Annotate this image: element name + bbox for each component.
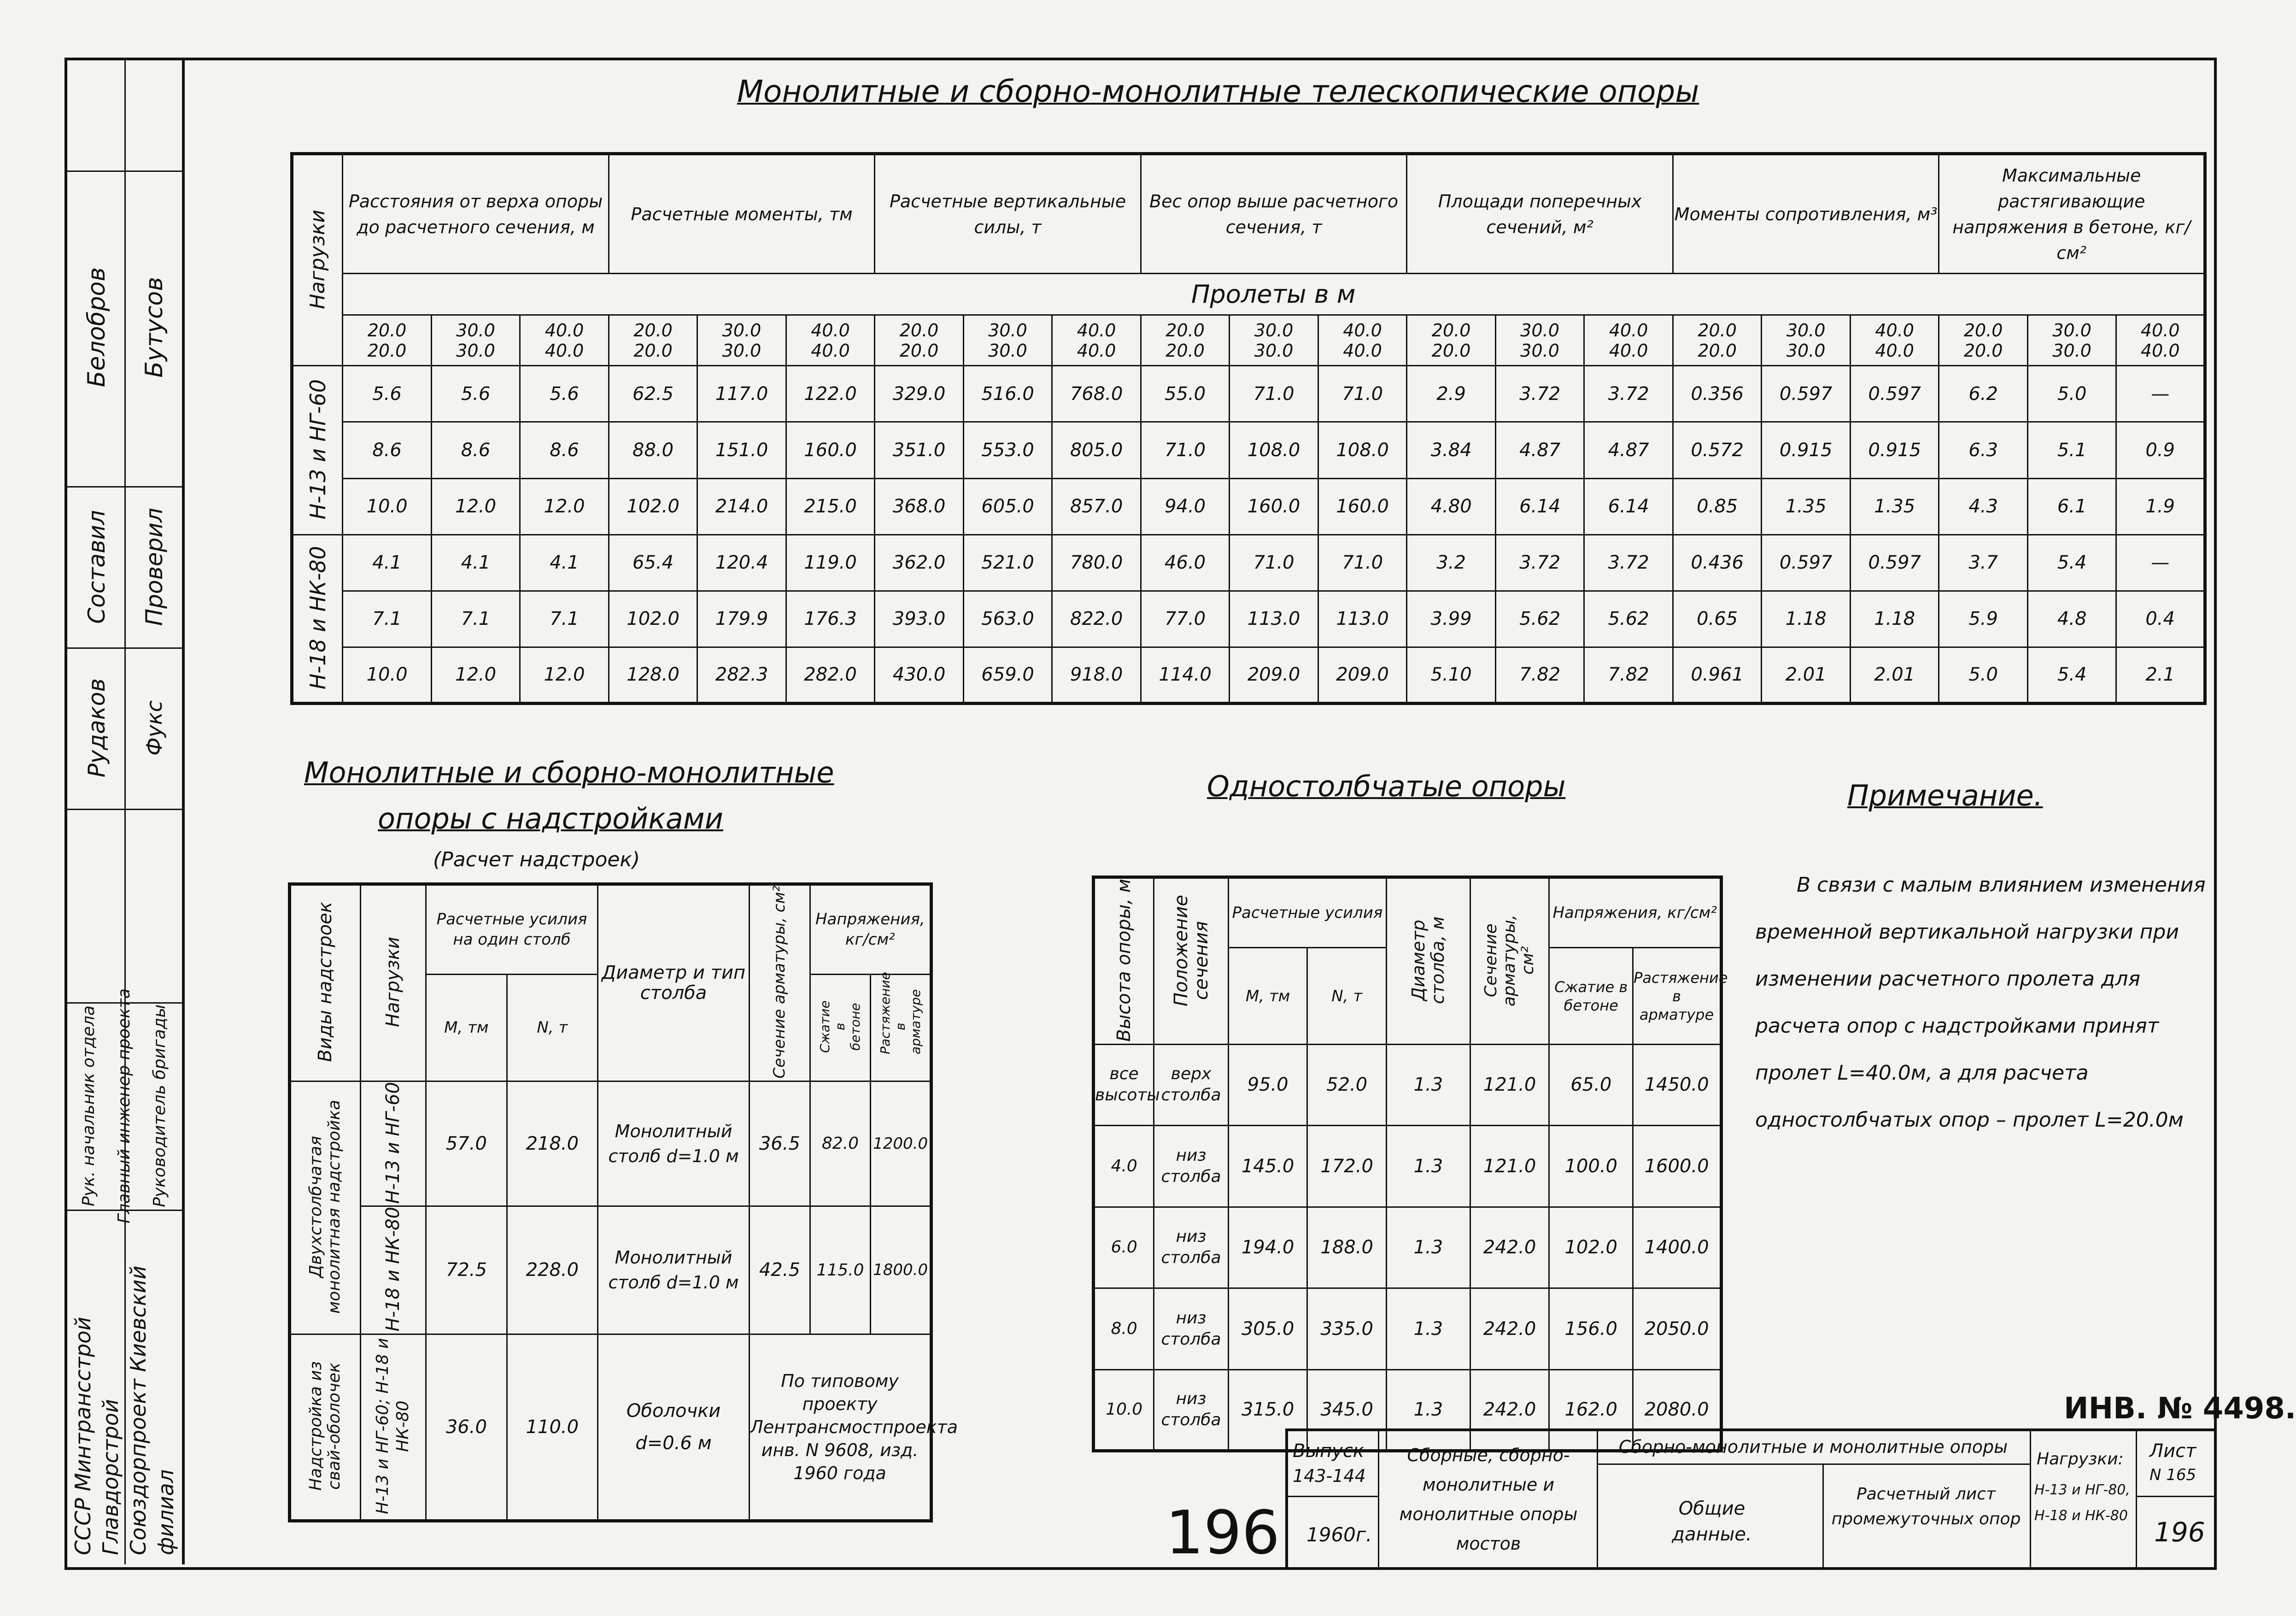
load-label: Н-18 и НК-80 <box>382 1207 404 1332</box>
table-cell: 521.0 <box>963 535 1052 591</box>
table-cell: 128.0 <box>609 647 697 703</box>
table-cell: 10.0 <box>343 647 432 703</box>
table-cell: 0.356 <box>1673 366 1762 422</box>
compress-value: 115.0 <box>810 1206 871 1334</box>
stamp-loads: Н-13 и НГ-80, Н-18 и НК-80 <box>2034 1482 2130 1524</box>
table-cell: 6.14 <box>1584 478 1673 535</box>
table-row <box>1094 1288 1722 1369</box>
tension-value: 1200.0 <box>871 1081 931 1206</box>
table-row <box>290 1206 931 1334</box>
n-value: 110.0 <box>507 1334 597 1521</box>
stress-header: Напряжения, кг/см² <box>1549 877 1722 948</box>
table-cell: 62.5 <box>609 366 697 422</box>
compress-value: 156.0 <box>1549 1288 1633 1369</box>
tension-value: 1400.0 <box>1633 1207 1722 1288</box>
table-cell: 7.1 <box>520 591 609 647</box>
table-cell: 71.0 <box>1141 422 1230 478</box>
M-header: М, тм <box>1228 948 1307 1044</box>
type-label: Двухстолбчатая монолитная надстройка <box>306 1099 344 1314</box>
table-cell: — <box>2116 535 2205 591</box>
tension-value: 1450.0 <box>1633 1044 1722 1125</box>
table-cell: 0.915 <box>1762 422 1851 478</box>
table-row <box>1094 1207 1722 1288</box>
table-cell: 553.0 <box>963 422 1052 478</box>
sheet-number: N 165 <box>2150 1466 2196 1484</box>
modulus-header: Моменты сопротивления, м³ <box>1673 154 1939 274</box>
table-cell: 6.1 <box>2027 478 2116 535</box>
table-cell: 55.0 <box>1141 366 1230 422</box>
issue-number: 143-144 <box>1293 1466 1366 1486</box>
table-cell: 8.6 <box>431 422 520 478</box>
span-label: 40.0 40.0 <box>2116 315 2205 366</box>
loads-header: Нагрузки <box>382 937 404 1028</box>
N-header: N, т <box>1307 948 1387 1044</box>
table-cell: 368.0 <box>875 478 964 535</box>
section-value: 242.0 <box>1470 1369 1549 1451</box>
table-cell: 393.0 <box>875 591 964 647</box>
load-label: Н-13 и НГ-60 <box>305 379 330 520</box>
person-name: Рудаков <box>83 678 110 778</box>
table-row <box>292 366 2205 422</box>
table-cell: 122.0 <box>786 366 875 422</box>
position-value: низ столба <box>1154 1288 1229 1369</box>
person-name: Бутусов <box>141 276 168 378</box>
handwritten-page-number: 196 <box>1166 1498 1280 1568</box>
sheet-label: Лист <box>2150 1440 2196 1462</box>
table-cell: 209.0 <box>1318 647 1407 703</box>
table-cell: 2.01 <box>1762 647 1851 703</box>
table-cell: 114.0 <box>1141 647 1230 703</box>
table-cell: 0.915 <box>1850 422 1939 478</box>
table-cell: 12.0 <box>431 647 520 703</box>
table-cell: 4.1 <box>520 535 609 591</box>
table-cell: 3.7 <box>1939 535 2028 591</box>
table-cell: 1.18 <box>1762 591 1851 647</box>
span-label: 30.0 30.0 <box>1762 315 1851 366</box>
M-value: 194.0 <box>1228 1207 1307 1288</box>
M-value: 95.0 <box>1228 1044 1307 1125</box>
stress-header: Напряжения, кг/см² <box>810 884 931 975</box>
table-cell: 5.62 <box>1495 591 1584 647</box>
table-cell: 5.0 <box>2027 366 2116 422</box>
n-value: 228.0 <box>507 1206 597 1334</box>
table-cell: 3.84 <box>1407 422 1496 478</box>
n-value: 218.0 <box>507 1081 597 1206</box>
section-header: Сечение арматуры, см² <box>1482 914 1538 1006</box>
table-cell: 7.1 <box>343 591 432 647</box>
table-cell: 780.0 <box>1052 535 1141 591</box>
table-cell: 4.1 <box>343 535 432 591</box>
table-cell: 71.0 <box>1230 535 1318 591</box>
table-cell: 94.0 <box>1141 478 1230 535</box>
forces-header: Расчетные вертикальные силы, т <box>875 154 1141 274</box>
title-stamp <box>1285 1428 2214 1567</box>
table-cell: 3.2 <box>1407 535 1496 591</box>
table-cell: 3.72 <box>1584 535 1673 591</box>
table-cell: 805.0 <box>1052 422 1141 478</box>
span-label: 20.0 20.0 <box>1673 315 1762 366</box>
table-cell: 6.2 <box>1939 366 2028 422</box>
table-cell: 516.0 <box>963 366 1052 422</box>
M-value: 145.0 <box>1228 1126 1307 1207</box>
table-row <box>292 647 2205 703</box>
table-cell: 71.0 <box>1318 535 1407 591</box>
table-cell: 0.9 <box>2116 422 2205 478</box>
section-header: Сечение арматуры, см² <box>770 886 789 1079</box>
person-role: Составил <box>83 510 110 624</box>
table-cell: 7.1 <box>431 591 520 647</box>
table-cell: 2.9 <box>1407 366 1496 422</box>
table-cell: 5.4 <box>2027 647 2116 703</box>
table-cell: 176.3 <box>786 591 875 647</box>
d-value: 1.3 <box>1387 1126 1470 1207</box>
m-value: 72.5 <box>426 1206 507 1334</box>
side-strip <box>67 58 185 1564</box>
section-value: 242.0 <box>1470 1207 1549 1288</box>
tension-value: 2080.0 <box>1633 1369 1722 1451</box>
table-cell: 0.597 <box>1762 535 1851 591</box>
table-cell: 2.1 <box>2116 647 2205 703</box>
table-row <box>290 1081 931 1206</box>
span-label: 30.0 30.0 <box>431 315 520 366</box>
forces-header: Расчетные усилия на один столб <box>426 884 598 975</box>
table-cell: 0.4 <box>2116 591 2205 647</box>
height-value: все высоты <box>1094 1044 1154 1125</box>
table-cell: 5.10 <box>1407 647 1496 703</box>
table-cell: 282.3 <box>697 647 786 703</box>
pillar-type: Оболочки d=0.6 м <box>598 1334 750 1521</box>
compress-header: Сжатие в бетоне <box>1549 948 1633 1044</box>
table-cell: 113.0 <box>1230 591 1318 647</box>
m-value: 57.0 <box>426 1081 507 1206</box>
span-label: 30.0 30.0 <box>697 315 786 366</box>
table-cell: 3.72 <box>1495 366 1584 422</box>
table-cell: 71.0 <box>1230 366 1318 422</box>
height-value: 8.0 <box>1094 1288 1154 1369</box>
height-value: 6.0 <box>1094 1207 1154 1288</box>
N-value: 188.0 <box>1307 1207 1387 1288</box>
m-value: 36.0 <box>426 1334 507 1521</box>
height-value: 4.0 <box>1094 1126 1154 1207</box>
issue-year: 1960г. <box>1306 1523 1372 1546</box>
table-cell: 117.0 <box>697 366 786 422</box>
tension-value: 2050.0 <box>1633 1288 1722 1369</box>
span-label: 20.0 20.0 <box>343 315 432 366</box>
table-cell: 12.0 <box>431 478 520 535</box>
table-cell: 857.0 <box>1052 478 1141 535</box>
table-row <box>290 1334 931 1521</box>
table-row <box>292 535 2205 591</box>
loads-label: Нагрузки: <box>2037 1450 2124 1469</box>
span-label: 40.0 40.0 <box>786 315 875 366</box>
table-cell: 5.6 <box>520 366 609 422</box>
table-cell: 822.0 <box>1052 591 1141 647</box>
table-cell: 4.87 <box>1495 422 1584 478</box>
table-cell: 329.0 <box>875 366 964 422</box>
N-value: 345.0 <box>1307 1369 1387 1451</box>
table-cell: 65.4 <box>609 535 697 591</box>
superstructure-table <box>288 882 958 1522</box>
loads-header: Нагрузки <box>305 209 329 309</box>
table-cell: 108.0 <box>1230 422 1318 478</box>
d-value: 1.3 <box>1387 1288 1470 1369</box>
table-cell: 113.0 <box>1318 591 1407 647</box>
table-cell: 5.6 <box>343 366 432 422</box>
M-value: 315.0 <box>1228 1369 1307 1451</box>
diameter-header: Диаметр столба, м <box>1408 916 1448 1004</box>
N-header: N, т <box>507 974 597 1081</box>
note-text: В связи с малым влиянием изменения временной вертикальной нагрузки при изменении расчетного пролета для расчета опор с надстройками принят пролет L=40.0м, а для расчета одностолбчатых опор – пролет L=20.0м <box>1755 873 2206 1132</box>
table-cell: 215.0 <box>786 478 875 535</box>
areas-header: Площади поперечных сечений, м² <box>1407 154 1673 274</box>
table-cell: 71.0 <box>1318 366 1407 422</box>
table-cell: 4.87 <box>1584 422 1673 478</box>
distance-header: Расстояния от верха опоры до расчетного сечения, м <box>343 154 609 274</box>
pillar-type: Монолитный столб d=1.0 м <box>598 1081 750 1206</box>
top-title: Монолитные и сборно-монолитные телескопические опоры <box>737 74 1699 109</box>
span-label: 20.0 20.0 <box>875 315 964 366</box>
compress-value: 102.0 <box>1549 1207 1633 1288</box>
tension-header: Растяжение в арматуре <box>1633 948 1722 1044</box>
table-cell: 1.35 <box>1850 478 1939 535</box>
compress-value: 100.0 <box>1549 1126 1633 1207</box>
position-header: Положение сечения <box>1170 894 1212 1006</box>
table-cell: 1.18 <box>1850 591 1939 647</box>
table-cell: 0.85 <box>1673 478 1762 535</box>
span-label: 20.0 20.0 <box>609 315 697 366</box>
table-cell: 0.597 <box>1762 366 1851 422</box>
d-value: 1.3 <box>1387 1207 1470 1288</box>
table-cell: 5.6 <box>431 366 520 422</box>
height-value: 10.0 <box>1094 1369 1154 1451</box>
span-label: 40.0 40.0 <box>1052 315 1141 366</box>
types-header: Виды надстроек <box>315 902 336 1063</box>
span-label: 40.0 40.0 <box>1584 315 1673 366</box>
table-cell: 0.572 <box>1673 422 1762 478</box>
table-cell: 5.9 <box>1939 591 2028 647</box>
table-cell: 160.0 <box>1230 478 1318 535</box>
table-cell: 108.0 <box>1318 422 1407 478</box>
series-title: Сборные, сборно-монолитные и монолитные опоры мостов <box>1399 1445 1578 1554</box>
forces-header: Расчетные усилия <box>1228 877 1386 948</box>
project-note: По типовому проекту Лентрансмостпроекта инв. N 9608, изд. 1960 года <box>750 1334 931 1521</box>
role-label: Руководитель бригады <box>150 1005 169 1207</box>
table-cell: 1.9 <box>2116 478 2205 535</box>
role-label: Рук. начальник отдела <box>79 1005 99 1207</box>
table-cell: 351.0 <box>875 422 964 478</box>
M-header: М, тм <box>426 974 507 1081</box>
section-value: 36.5 <box>750 1081 810 1206</box>
table-cell: 918.0 <box>1052 647 1141 703</box>
table-cell: 0.961 <box>1673 647 1762 703</box>
table-cell: 4.80 <box>1407 478 1496 535</box>
span-label: 20.0 20.0 <box>1939 315 2028 366</box>
type-label: Надстройка из свай-оболочек <box>306 1361 344 1491</box>
table-cell: 6.14 <box>1495 478 1584 535</box>
section-value: 121.0 <box>1470 1126 1549 1207</box>
table-cell: 1.35 <box>1762 478 1851 535</box>
table-cell: 77.0 <box>1141 591 1230 647</box>
table-cell: 46.0 <box>1141 535 1230 591</box>
N-value: 335.0 <box>1307 1288 1387 1369</box>
table-cell: 151.0 <box>697 422 786 478</box>
table-row <box>292 591 2205 647</box>
table-cell: 119.0 <box>786 535 875 591</box>
table-cell: 8.6 <box>343 422 432 478</box>
moments-header: Расчетные моменты, тм <box>609 154 875 274</box>
sheet-name: Расчетный лист промежуточных опор <box>1831 1485 2021 1528</box>
position-value: низ столба <box>1154 1369 1229 1451</box>
table-cell: 10.0 <box>343 478 432 535</box>
table-cell: 214.0 <box>697 478 786 535</box>
stamp-subject: Сборно-монолитные и монолитные опоры <box>1618 1437 2008 1457</box>
table-row <box>292 478 2205 535</box>
d-value: 1.3 <box>1387 1044 1470 1125</box>
table-cell: 8.6 <box>520 422 609 478</box>
span-label: 20.0 20.0 <box>1407 315 1496 366</box>
table-cell: 5.4 <box>2027 535 2116 591</box>
inventory-number: ИНВ. № 4498. <box>2064 1392 2296 1426</box>
table-cell: 605.0 <box>963 478 1052 535</box>
table-cell: 88.0 <box>609 422 697 478</box>
sheet-hand-number: 196 <box>2154 1516 2205 1548</box>
table-cell: 659.0 <box>963 647 1052 703</box>
weight-header: Вес опор выше расчетного сечения, т <box>1141 154 1407 274</box>
table-cell: 0.597 <box>1850 535 1939 591</box>
stamp-section: Общие данные. <box>1672 1498 1752 1545</box>
diameter-header: Диаметр и тип столба <box>598 884 750 1081</box>
compress-value: 82.0 <box>810 1081 871 1206</box>
section-value: 121.0 <box>1470 1044 1549 1125</box>
organization: СССР Минтрансстрой Главдорстрой Союздорпроект Киевский филиал <box>70 1265 178 1555</box>
position-value: низ столба <box>1154 1207 1229 1288</box>
table-cell: — <box>2116 366 2205 422</box>
table-cell: 179.9 <box>697 591 786 647</box>
span-label: 30.0 30.0 <box>963 315 1052 366</box>
table-cell: 12.0 <box>520 647 609 703</box>
table-cell: 4.1 <box>431 535 520 591</box>
N-value: 52.0 <box>1307 1044 1387 1125</box>
position-value: низ столба <box>1154 1126 1229 1207</box>
table-cell: 0.597 <box>1850 366 1939 422</box>
load-label: Н-18 и НК-80 <box>305 546 330 689</box>
table-cell: 160.0 <box>1318 478 1407 535</box>
table-cell: 5.62 <box>1584 591 1673 647</box>
load-label: Н-13 и НГ-60 <box>382 1081 404 1204</box>
table-cell: 2.01 <box>1850 647 1939 703</box>
span-label: 40.0 40.0 <box>1318 315 1407 366</box>
table-cell: 102.0 <box>609 591 697 647</box>
table-row <box>1094 1044 1722 1125</box>
load-label: Н-13 и НГ-60; Н-18 и НК-80 <box>373 1338 413 1514</box>
table-cell: 5.0 <box>1939 647 2028 703</box>
position-value: верх столба <box>1154 1044 1229 1125</box>
table-cell: 362.0 <box>875 535 964 591</box>
table-cell: 12.0 <box>520 478 609 535</box>
table-cell: 4.8 <box>2027 591 2116 647</box>
span-label: 40.0 40.0 <box>1850 315 1939 366</box>
middle-title: Одностолбчатые опоры <box>1207 770 1566 803</box>
table-cell: 7.82 <box>1584 647 1673 703</box>
d-value: 1.3 <box>1387 1369 1470 1451</box>
table-cell: 0.436 <box>1673 535 1762 591</box>
table-cell: 3.99 <box>1407 591 1496 647</box>
table-cell: 6.3 <box>1939 422 2028 478</box>
telescopic-table <box>290 152 2207 705</box>
span-label: 30.0 30.0 <box>1495 315 1584 366</box>
table-cell: 7.82 <box>1495 647 1584 703</box>
table-cell: 3.72 <box>1495 535 1584 591</box>
span-label: 30.0 30.0 <box>2027 315 2116 366</box>
person-name: Фукс <box>142 700 167 756</box>
spans-header: Пролеты в м <box>343 274 2205 315</box>
height-header: Высота опоры, м <box>1113 879 1135 1042</box>
table-cell: 282.0 <box>786 647 875 703</box>
table-row <box>1094 1126 1722 1207</box>
N-value: 172.0 <box>1307 1126 1387 1207</box>
table-cell: 563.0 <box>963 591 1052 647</box>
compress-value: 162.0 <box>1549 1369 1633 1451</box>
table-cell: 4.3 <box>1939 478 2028 535</box>
left-subtitle: (Расчет надстроек) <box>433 848 640 871</box>
pillar-type: Монолитный столб d=1.0 м <box>598 1206 750 1334</box>
left-title-2: опоры с надстройками <box>378 802 723 835</box>
stress-header: Максимальные растягивающие напряжения в бетоне, кг/см² <box>1939 154 2205 274</box>
M-value: 305.0 <box>1228 1288 1307 1369</box>
tension-value: 1600.0 <box>1633 1126 1722 1207</box>
compress-header: Сжатие в бетоне <box>817 1000 863 1053</box>
tension-value: 1800.0 <box>871 1206 931 1334</box>
table-cell: 430.0 <box>875 647 964 703</box>
table-cell: 120.4 <box>697 535 786 591</box>
table-cell: 0.65 <box>1673 591 1762 647</box>
section-value: 242.0 <box>1470 1288 1549 1369</box>
person-name: Белобров <box>83 267 111 388</box>
tension-header: Растяжение в арматуре <box>878 972 924 1055</box>
table-cell: 3.72 <box>1584 366 1673 422</box>
compress-value: 65.0 <box>1549 1044 1633 1125</box>
person-role: Проверил <box>141 507 168 626</box>
span-label: 20.0 20.0 <box>1141 315 1230 366</box>
table-cell: 209.0 <box>1230 647 1318 703</box>
section-value: 42.5 <box>750 1206 810 1334</box>
span-label: 30.0 30.0 <box>1230 315 1318 366</box>
single-pillar-table <box>1092 876 1728 1452</box>
table-cell: 768.0 <box>1052 366 1141 422</box>
issue-label: Выпуск <box>1293 1440 1364 1462</box>
left-title-1: Монолитные и сборно-монолитные <box>304 756 834 789</box>
note-title: Примечание. <box>1847 779 2043 812</box>
table-cell: 102.0 <box>609 478 697 535</box>
span-label: 40.0 40.0 <box>520 315 609 366</box>
table-row <box>292 422 2205 478</box>
role-label: Главный инженер проекта <box>114 988 134 1223</box>
table-cell: 5.1 <box>2027 422 2116 478</box>
table-cell: 160.0 <box>786 422 875 478</box>
